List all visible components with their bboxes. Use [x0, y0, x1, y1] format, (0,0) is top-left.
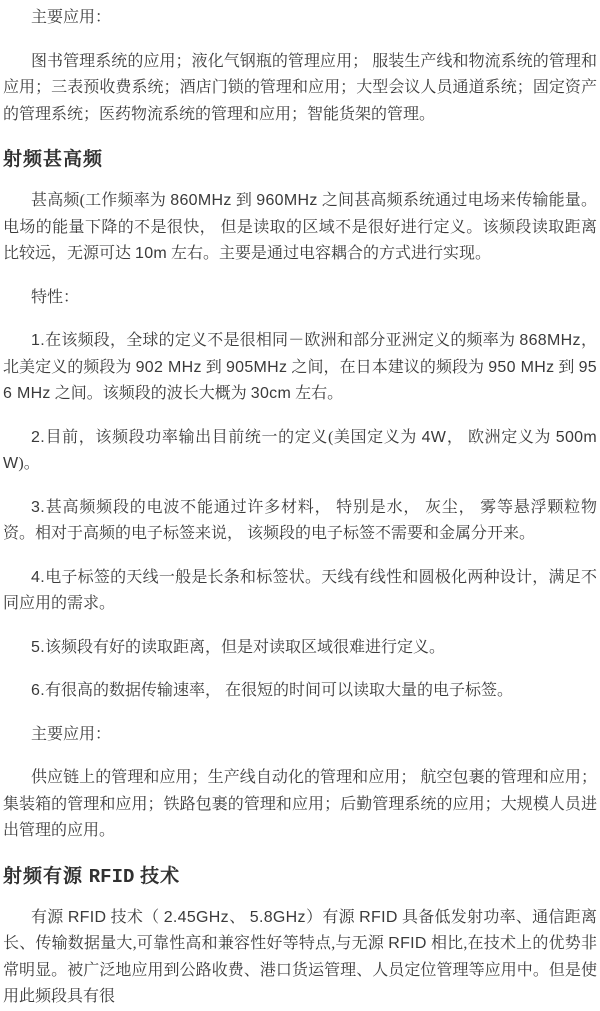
latin-text: 4W [421, 428, 447, 446]
latin-text: RFID [388, 935, 427, 952]
paragraph: 5.该频段有好的读取距离，但是对读取区域很难进行定义。 [31, 638, 445, 656]
latin-text: 868MHz [519, 332, 581, 349]
section-heading: 射频有源 RFID 技术 [3, 865, 181, 888]
latin-text: 6. [31, 682, 45, 699]
latin-text: 950 MHz [488, 358, 555, 376]
latin-text: 956 MHz [3, 358, 597, 402]
latin-text: 5. [31, 638, 45, 656]
paragraph: 2.目前，该频段功率输出目前统一的定义(美国定义为 4W， 欧洲定义为 500mW)。 [3, 428, 597, 472]
paragraph: 图书管理系统的应用；液化气钢瓶的管理应用； 服装生产线和物流系统的管理和应用；三表预收费系统；酒店门锁的管理和应用；大型会议人员通道系统；固定资产的管理系统；医药物流系统的管理和应用；智能货架的管理。 [3, 52, 597, 123]
latin-text: 902 MHz [135, 358, 202, 376]
latin-text: 1. [31, 332, 45, 349]
section-heading: 射频甚高频 [3, 149, 104, 170]
paragraph: 4.电子标签的天线一般是长条和标签状。天线有线性和圆极化两种设计，满足不同应用的需求。 [3, 568, 597, 612]
latin-text: 4. [31, 568, 45, 586]
latin-text: 3. [31, 498, 45, 516]
paragraph: 1.在该频段，全球的定义不是很相同－欧洲和部分亚洲定义的频率为 868MHz，北美定义的频段为 902 MHz 到 905MHz 之间，在日本建议的频段为 950 MHz 到 956 MHz 之间。该频段的波长大概为 30cm 左右。 [3, 332, 597, 402]
paragraph: 有源 RFID 技术（ 2.45GHz、 5.8GHz）有源 RFID 具备低发射功率、通信距离长、传输数据量大,可靠性高和兼容性好等特点,与无源 RFID 相比,在技术上的优势非常明显。被广泛地应用到公路收费、港口货运管理、人员定位管理等应用中。但是使用此频段具有很 [3, 908, 597, 1005]
latin-text: RFID [88, 865, 135, 888]
latin-text: 2. [31, 428, 45, 446]
document-body [3, 5, 597, 1011]
paragraph: 主要应用： [31, 725, 112, 743]
paragraph: 6.有很高的数据传输速率， 在很短的时间可以读取大量的电子标签。 [31, 682, 513, 699]
latin-text: 960MHz [256, 192, 318, 209]
paragraph: 特性： [31, 288, 80, 306]
paragraph: 3.甚高频频段的电波不能通过许多材料， 特别是水， 灰尘， 雾等悬浮颗粒物资。相对于高频的电子标签来说， 该频段的电子标签不需要和金属分开来。 [3, 498, 597, 542]
paragraph: 主要应用： [31, 9, 112, 26]
latin-text: RFID [67, 908, 107, 926]
latin-text: 10m [135, 245, 168, 262]
latin-text: 2.45GHz [163, 908, 229, 926]
latin-text: RFID [359, 908, 398, 926]
latin-text: 5.8GHz [249, 908, 306, 926]
latin-text: 30cm [250, 385, 292, 402]
latin-text: 500mW [3, 428, 597, 472]
paragraph: 供应链上的管理和应用；生产线自动化的管理和应用； 航空包裹的管理和应用；集装箱的管理和应用；铁路包裹的管理和应用；后勤管理系统的应用；大规模人员进出管理的应用。 [3, 769, 597, 839]
paragraph: 甚高频(工作频率为 860MHz 到 960MHz 之间甚高频系统通过电场来传输能量。电场的能量下降的不是很快， 但是读取的区域不是很好进行定义。该频段读取距离比较远，无源可达 10m 左右。主要是通过电容耦合的方式进行实现。 [3, 192, 597, 262]
latin-text: 905MHz [225, 358, 288, 376]
latin-text: 860MHz [170, 192, 232, 209]
